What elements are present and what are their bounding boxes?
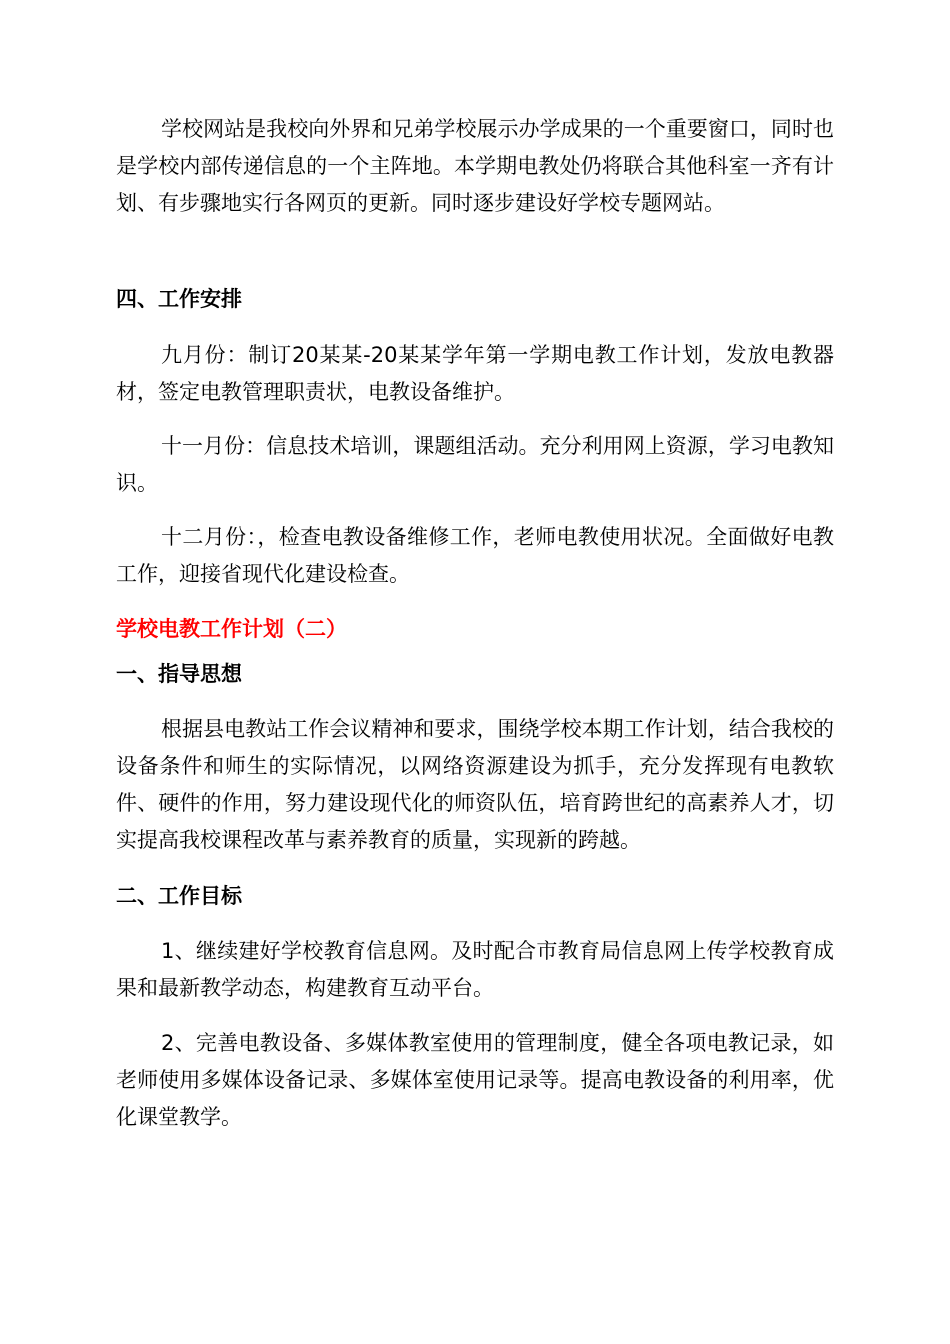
- paragraph-december: 十二月份：，检查电教设备维修工作，老师电教使用状况。全面做好电教工作，迎接省现代化建设检查。: [116, 525, 834, 586]
- paragraph-school-website: 学校网站是我校向外界和兄弟学校展示办学成果的一个重要窗口，同时也是学校内部传递信息的一个主阵地。本学期电教处仍将联合其他科室一齐有计划、有步骤地实行各网页的更新。同时逐步建设好学校专题网站。: [116, 117, 834, 215]
- paragraph-goal-2: 2、完善电教设备、多媒体教室使用的管理制度，健全各项电教记录，如老师使用多媒体设备记录、多媒体室使用记录等。提高电教设备的利用率，优化课堂教学。: [116, 1031, 834, 1129]
- paragraph-september: 九月份：制订20某某-20某某学年第一学期电教工作计划，发放电教器材，签定电教管理职责状，电教设备维护。: [116, 343, 834, 404]
- paragraph-goal-1: 1、继续建好学校教育信息网。及时配合市教育局信息网上传学校教育成果和最新教学动态，构建教育互动平台。: [116, 939, 834, 1000]
- heading-guiding-ideology: 一、指导思想: [116, 662, 242, 686]
- section-title-plan-two: 学校电教工作计划（二）: [116, 617, 347, 641]
- heading-work-schedule: 四、工作安排: [116, 287, 242, 311]
- paragraph-november: 十一月份：信息技术培训，课题组活动。充分利用网上资源，学习电教知识。: [116, 434, 834, 495]
- heading-work-goals: 二、工作目标: [116, 884, 242, 908]
- paragraph-guiding-ideology: 根据县电教站工作会议精神和要求，围绕学校本期工作计划，结合我校的设备条件和师生的实际情况，以网络资源建设为抓手，充分发挥现有电教软件、硬件的作用，努力建设现代化的师资队伍，培育跨世纪的高素养人才，切实提高我校课程改革与素养教育的质量，实现新的跨越。: [116, 717, 834, 852]
